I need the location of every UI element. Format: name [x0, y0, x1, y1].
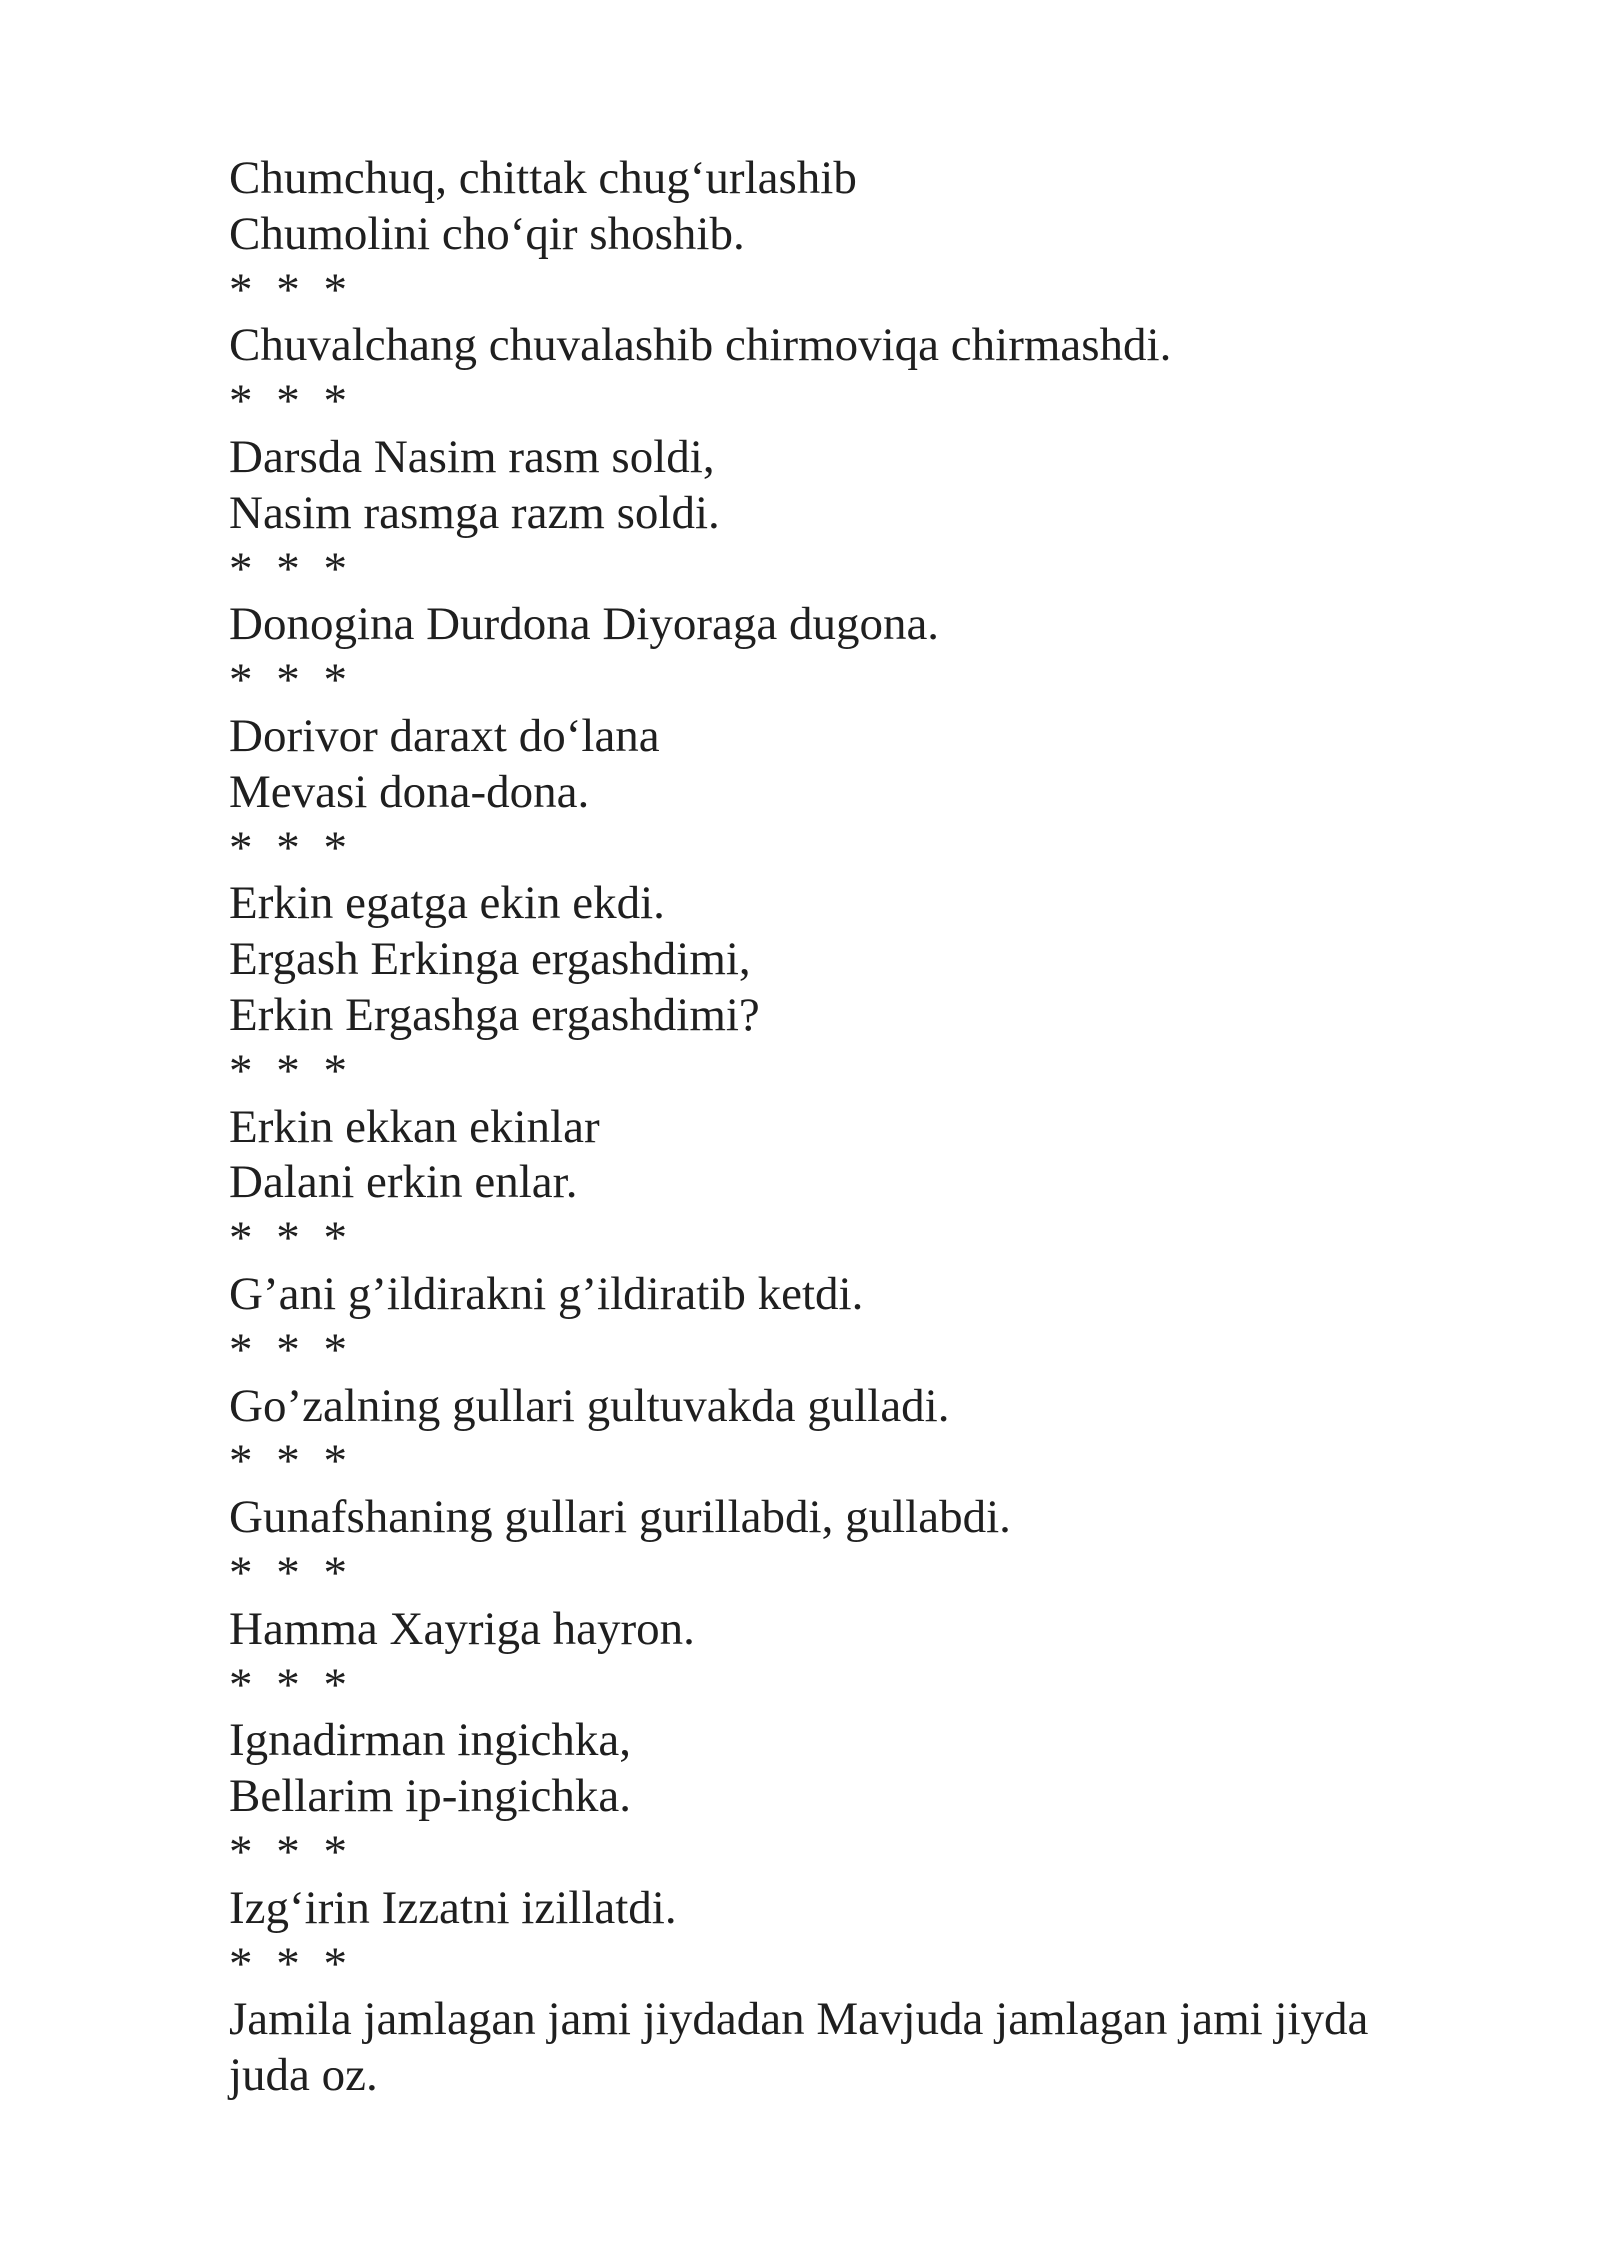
- stanza-separator: * * *: [229, 542, 353, 595]
- stanza-separator: * * *: [229, 821, 353, 874]
- verse-line: Chumchuq, chittak chug‘urlashib: [229, 152, 857, 204]
- stanza-separator: * * *: [229, 1212, 353, 1265]
- verse-line: Go’zalning gullari gultuvakda gulladi.: [229, 1379, 950, 1432]
- verse-line: Ergash Erkinga ergashdimi,: [229, 933, 751, 986]
- verse-line: Gunafshaning gullari gurillabdi, gullabdi.: [229, 1491, 1011, 1544]
- verse-text-block: [229, 151, 1429, 2104]
- verse-line: Dalani erkin enlar.: [229, 1156, 578, 1209]
- verse-line: Jamila jamlagan jami jiydadan Mavjuda jamlagan jami jiyda juda oz.: [229, 1993, 1369, 2102]
- verse-line: Chuvalchang chuvalashib chirmoviqa chirmashdi.: [229, 319, 1172, 372]
- stanza-separator: * * *: [229, 1937, 353, 1990]
- verse-line: Donogina Durdona Diyoraga dugona.: [229, 598, 940, 651]
- stanza-separator: * * *: [229, 1546, 353, 1599]
- stanza-separator: * * *: [229, 1658, 353, 1711]
- verse-line: Erkin ekkan ekinlar: [229, 1100, 600, 1153]
- stanza-separator: * * *: [229, 1323, 353, 1376]
- stanza-separator: * * *: [229, 263, 353, 316]
- verse-line: Bellarim ip-ingichka.: [229, 1770, 632, 1823]
- verse-line: Erkin egatga ekin ekdi.: [229, 877, 665, 930]
- verse-line: Nasim rasmga razm soldi.: [229, 486, 720, 539]
- verse-line: G’ani g’ildirakni g’ildiratib ketdi.: [229, 1267, 864, 1320]
- stanza-separator: * * *: [229, 654, 353, 707]
- verse-line: Mevasi dona-dona.: [229, 765, 590, 818]
- verse-line: Erkin Ergashga ergashdimi?: [229, 988, 760, 1041]
- verse-line: Darsda Nasim rasm soldi,: [229, 430, 715, 483]
- verse-line: Hamma Xayriga hayron.: [229, 1602, 695, 1655]
- verse-line: Dorivor daraxt do‘lana: [229, 709, 660, 762]
- verse-line: Izg‘irin Izzatni izillatdi.: [229, 1881, 677, 1934]
- stanza-separator: * * *: [229, 1044, 353, 1097]
- stanza-separator: * * *: [229, 1825, 353, 1878]
- verse-line: Ignadirman ingichka,: [229, 1714, 631, 1767]
- stanza-separator: * * *: [229, 1435, 353, 1488]
- verse-line: Chumolini cho‘qir shoshib.: [229, 207, 745, 260]
- stanza-separator: * * *: [229, 375, 353, 428]
